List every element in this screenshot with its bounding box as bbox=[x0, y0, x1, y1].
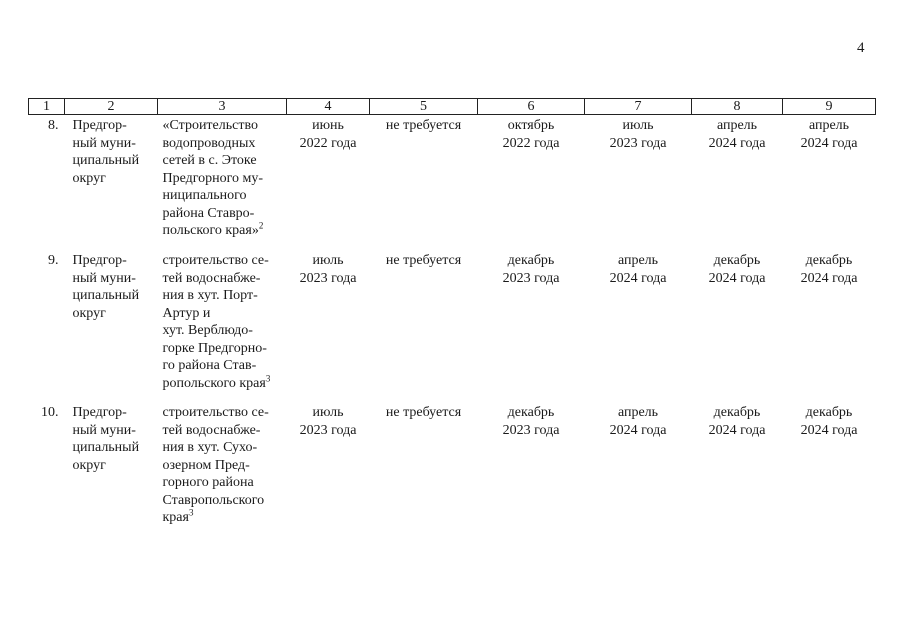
row-number: 9. bbox=[48, 253, 59, 268]
date-cell bbox=[692, 115, 783, 253]
row-number: 8. bbox=[48, 118, 59, 133]
row-number: 10. bbox=[41, 405, 59, 420]
column-number: 4 bbox=[287, 99, 370, 115]
region-cell bbox=[65, 115, 158, 253]
region-cell bbox=[65, 404, 158, 534]
page-number: 4 bbox=[857, 40, 865, 56]
description-line: ниципального bbox=[162, 188, 247, 203]
schedule-table bbox=[28, 98, 876, 534]
date-month: декабрь bbox=[713, 253, 761, 268]
date-cell bbox=[287, 115, 370, 253]
description-line: го района Став- bbox=[162, 358, 257, 373]
region-line: округ bbox=[72, 457, 106, 473]
status-cell: не требуется bbox=[385, 118, 462, 133]
region-line: округ bbox=[72, 170, 106, 186]
description-line: строительство се- bbox=[162, 405, 269, 420]
footnote-mark: 3 bbox=[188, 507, 194, 518]
date-cell bbox=[585, 404, 692, 534]
column-number: 9 bbox=[783, 99, 876, 115]
table-row bbox=[29, 404, 876, 534]
date-month: июль bbox=[312, 405, 344, 420]
footnote-mark: 2 bbox=[258, 220, 264, 231]
description-line: сетей в с. Этоке bbox=[162, 153, 257, 168]
region-line: округ bbox=[72, 305, 106, 321]
date-year: 2024 года bbox=[800, 135, 858, 151]
date-cell bbox=[287, 404, 370, 534]
description-line: озерном Пред- bbox=[162, 457, 250, 473]
column-number: 7 bbox=[585, 99, 692, 115]
description-line: Ставропольского bbox=[162, 492, 265, 508]
description-line: водопроводных bbox=[162, 135, 256, 151]
date-cell bbox=[783, 404, 876, 534]
column-number-row bbox=[29, 99, 876, 115]
date-year: 2024 года bbox=[609, 422, 667, 438]
date-month: июль bbox=[312, 253, 344, 268]
date-year: 2024 года bbox=[708, 135, 766, 151]
date-cell bbox=[783, 115, 876, 253]
date-cell bbox=[585, 115, 692, 253]
date-month: октябрь bbox=[507, 118, 555, 133]
description-line: горного района bbox=[162, 475, 254, 490]
column-number: 2 bbox=[65, 99, 158, 115]
date-year: 2023 года bbox=[609, 135, 667, 151]
date-month: декабрь bbox=[507, 253, 555, 268]
date-cell bbox=[478, 404, 585, 534]
region-line: ный муни- bbox=[72, 422, 136, 438]
date-month: апрель bbox=[808, 118, 850, 133]
date-cell bbox=[287, 252, 370, 404]
column-number: 8 bbox=[692, 99, 783, 115]
date-year: 2022 года bbox=[299, 135, 357, 151]
description-line: «Строительство bbox=[162, 118, 258, 133]
column-number: 1 bbox=[29, 99, 65, 115]
region-line: Предгор- bbox=[72, 253, 127, 268]
date-year: 2023 года bbox=[502, 422, 560, 438]
description-line: строительство се- bbox=[162, 253, 269, 268]
table-row bbox=[29, 115, 876, 253]
description-line: края bbox=[162, 510, 189, 525]
description-line: ния в хут. Сухо- bbox=[162, 440, 258, 455]
date-cell bbox=[478, 115, 585, 253]
date-month: июнь bbox=[312, 118, 344, 133]
date-year: 2024 года bbox=[800, 422, 858, 438]
description-line: горке Предгорно- bbox=[162, 340, 267, 356]
region-cell bbox=[65, 252, 158, 404]
project-description bbox=[158, 252, 287, 404]
date-month: апрель bbox=[617, 405, 659, 420]
description-line: тей водоснабже- bbox=[162, 422, 261, 438]
description-line: района Ставро- bbox=[162, 205, 255, 221]
status-cell: не требуется bbox=[385, 253, 462, 268]
project-description bbox=[158, 115, 287, 253]
date-year: 2023 года bbox=[299, 422, 357, 438]
date-year: 2024 года bbox=[609, 270, 667, 286]
date-month: декабрь bbox=[507, 405, 555, 420]
date-year: 2024 года bbox=[800, 270, 858, 286]
column-number: 3 bbox=[158, 99, 287, 115]
region-line: Предгор- bbox=[72, 118, 127, 133]
date-year: 2023 года bbox=[502, 270, 560, 286]
date-year: 2024 года bbox=[708, 422, 766, 438]
footnote-mark: 3 bbox=[265, 372, 271, 383]
description-line: Артур и bbox=[162, 305, 211, 321]
date-cell bbox=[585, 252, 692, 404]
table-row bbox=[29, 252, 876, 404]
column-number: 5 bbox=[370, 99, 478, 115]
date-month: июль bbox=[622, 118, 654, 133]
column-number: 6 bbox=[478, 99, 585, 115]
date-year: 2022 года bbox=[502, 135, 560, 151]
region-line: ципальный bbox=[72, 440, 140, 455]
region-line: ципальный bbox=[72, 153, 140, 168]
status-cell: не требуется bbox=[385, 405, 462, 420]
description-line: польского края» bbox=[162, 223, 259, 238]
project-description bbox=[158, 404, 287, 534]
date-cell bbox=[692, 252, 783, 404]
description-line: хут. Верблюдо- bbox=[162, 323, 253, 338]
date-month: декабрь bbox=[805, 405, 853, 420]
date-month: декабрь bbox=[713, 405, 761, 420]
date-year: 2024 года bbox=[708, 270, 766, 286]
date-month: декабрь bbox=[805, 253, 853, 268]
region-line: ный муни- bbox=[72, 135, 136, 151]
date-cell bbox=[478, 252, 585, 404]
date-month: апрель bbox=[716, 118, 758, 133]
date-year: 2023 года bbox=[299, 270, 357, 286]
date-month: апрель bbox=[617, 253, 659, 268]
description-line: тей водоснабже- bbox=[162, 270, 261, 286]
date-cell bbox=[692, 404, 783, 534]
region-line: ципальный bbox=[72, 288, 140, 303]
description-line: ропольского края bbox=[162, 375, 266, 391]
date-cell bbox=[783, 252, 876, 404]
description-line: ния в хут. Порт- bbox=[162, 288, 258, 303]
region-line: Предгор- bbox=[72, 405, 127, 420]
description-line: Предгорного му- bbox=[162, 170, 264, 186]
region-line: ный муни- bbox=[72, 270, 136, 286]
